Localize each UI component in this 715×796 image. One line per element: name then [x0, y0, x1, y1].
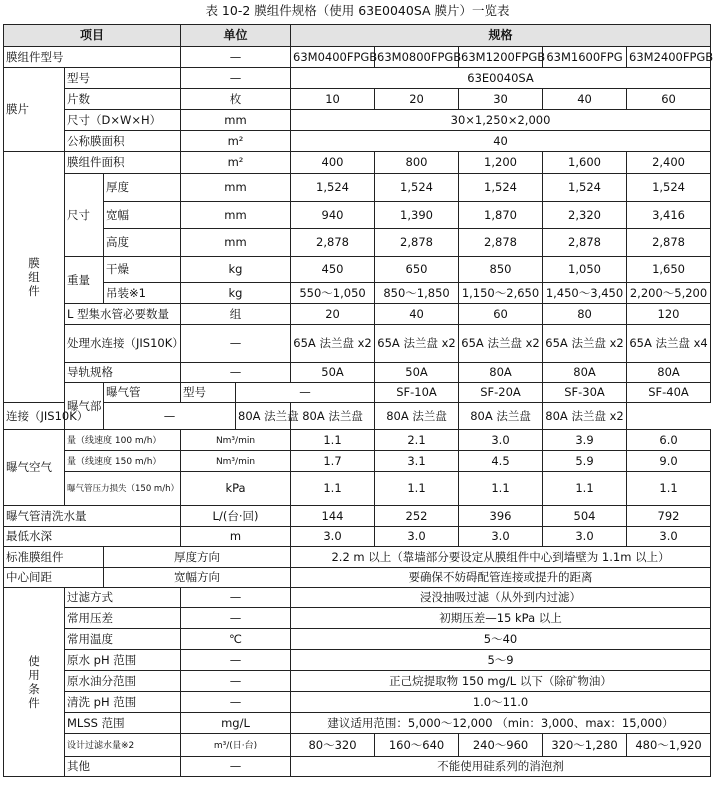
unit-cell: kg	[181, 257, 291, 283]
value-cell: 800	[375, 152, 459, 174]
value-cell: 1.7	[291, 451, 375, 472]
value-cell: 30×1,250×2,000	[291, 110, 711, 131]
value-cell: 1,524	[459, 174, 543, 202]
header-spec: 规格	[291, 25, 711, 47]
table-row	[4, 325, 711, 363]
value-cell: 792	[627, 506, 711, 527]
unit-cell: ℃	[181, 629, 291, 650]
vertical-label: 使用条件	[28, 654, 40, 710]
row-label: 常用压差	[65, 608, 181, 629]
value-cell: 3.0	[375, 527, 459, 547]
value-cell: 60	[627, 89, 711, 110]
table-row	[4, 506, 711, 527]
value-cell: 63E0040SA	[291, 68, 711, 89]
value-cell: 320～1,280	[543, 734, 627, 757]
table-row	[4, 713, 711, 734]
value-cell: SF-10A	[375, 383, 459, 403]
unit-cell: 组	[181, 304, 291, 325]
value-cell: 80A 法兰盘 x2	[543, 403, 627, 430]
row-label: 原水 pH 范围	[65, 650, 181, 671]
row-label: 型号	[65, 68, 181, 89]
value-cell: 20	[375, 89, 459, 110]
value-cell: 1,450～3,450	[543, 283, 627, 304]
table-row	[4, 472, 711, 506]
value-cell: 浸没抽吸过滤（从外到内过滤）	[291, 588, 711, 608]
unit-cell: kPa	[181, 472, 291, 506]
value-cell: 60	[459, 304, 543, 325]
value-cell: 63M1600FPG	[543, 47, 627, 68]
row-label: 其他	[65, 757, 181, 777]
value-cell: 2.2 m 以上（靠墙部分要设定从膜组件中心到墙壁为 1.1m 以上）	[291, 547, 711, 568]
unit-cell: m²	[181, 131, 291, 152]
unit-cell: —	[181, 671, 291, 692]
table-row	[4, 383, 711, 403]
value-cell: 3.0	[543, 527, 627, 547]
row-label: 厚度方向	[104, 547, 291, 568]
value-cell: 2,878	[375, 229, 459, 257]
group-label-aeration: 曝气部	[65, 383, 104, 430]
unit-cell: mg/L	[181, 713, 291, 734]
table-row	[4, 588, 711, 608]
value-cell: 650	[375, 257, 459, 283]
value-cell: 2,878	[543, 229, 627, 257]
unit-cell: —	[181, 47, 291, 68]
unit-cell: m³/(日·台)	[181, 734, 291, 757]
value-cell: 建议适用范围：5,000～12,000 （min：3,000、max：15,000）	[291, 713, 711, 734]
value-cell: 3.9	[543, 430, 627, 451]
table-row	[4, 304, 711, 325]
header-unit: 单位	[181, 25, 291, 47]
table-row	[4, 629, 711, 650]
table-row	[4, 451, 711, 472]
value-cell: 80A 法兰盘	[291, 403, 375, 430]
value-cell: 1.1	[459, 472, 543, 506]
table-row	[4, 174, 711, 202]
value-cell: 1,200	[459, 152, 543, 174]
unit-cell: —	[181, 588, 291, 608]
value-cell: 144	[291, 506, 375, 527]
value-cell: 1.1	[375, 472, 459, 506]
value-cell: 400	[291, 152, 375, 174]
sub-label-pipe: 曝气管	[104, 383, 181, 403]
value-cell: 20	[291, 304, 375, 325]
row-label: 厚度	[104, 174, 181, 202]
row-label: 导轨规格	[65, 363, 181, 383]
table-caption: 表 10-2 膜组件规格（使用 63E0040SA 膜片）一览表	[205, 3, 510, 18]
value-cell: 80～320	[291, 734, 375, 757]
value-cell: 1.1	[291, 472, 375, 506]
group-label-spacing-1: 标准膜组件	[4, 547, 104, 568]
table-row	[4, 568, 711, 588]
unit-cell: —	[104, 403, 236, 430]
value-cell: 2,878	[627, 229, 711, 257]
value-cell: 1,524	[375, 174, 459, 202]
row-label: 公称膜面积	[65, 131, 181, 152]
value-cell: 5～40	[291, 629, 711, 650]
value-cell: 3.0	[459, 430, 543, 451]
spec-table	[3, 24, 714, 777]
unit-cell: —	[236, 383, 375, 403]
unit-cell: —	[181, 68, 291, 89]
table-row	[4, 527, 711, 547]
group-label-module	[4, 152, 65, 403]
table-row	[4, 671, 711, 692]
row-label: 常用温度	[65, 629, 181, 650]
value-cell: 80A 法兰盘	[375, 403, 459, 430]
row-label: L 型集水管必要数量	[65, 304, 181, 325]
value-cell: 65A 法兰盘 x4	[627, 325, 711, 363]
value-cell: 850	[459, 257, 543, 283]
unit-cell: —	[181, 363, 291, 383]
value-cell: 40	[543, 89, 627, 110]
unit-cell: —	[181, 757, 291, 777]
value-cell: 2.1	[375, 430, 459, 451]
value-cell: 65A 法兰盘 x2	[459, 325, 543, 363]
value-cell: 1,524	[543, 174, 627, 202]
value-cell: 3.0	[627, 527, 711, 547]
value-cell: 5.9	[543, 451, 627, 472]
unit-cell: mm	[181, 174, 291, 202]
row-label: 曝气管清洗水量	[4, 506, 181, 527]
table-row	[4, 608, 711, 629]
row-label: 宽幅	[104, 202, 181, 229]
value-cell: 63M1200FPGB	[459, 47, 543, 68]
value-cell: SF-40A	[627, 383, 711, 403]
table-row	[4, 202, 711, 229]
row-label: 宽幅方向	[104, 568, 291, 588]
value-cell: 2,200～5,200	[627, 283, 711, 304]
table-row	[4, 89, 711, 110]
value-cell: 80A 法兰盘	[236, 403, 291, 430]
group-label-membrane: 膜片	[4, 68, 65, 152]
value-cell: 30	[459, 89, 543, 110]
value-cell: 3.1	[375, 451, 459, 472]
value-cell: 1.1	[543, 472, 627, 506]
row-label: 原水油分范围	[65, 671, 181, 692]
value-cell: 65A 法兰盘 x2	[291, 325, 375, 363]
unit-cell: —	[181, 692, 291, 713]
value-cell: 504	[543, 506, 627, 527]
row-label: 型号	[181, 383, 236, 403]
value-cell: 1,390	[375, 202, 459, 229]
value-cell: SF-30A	[543, 383, 627, 403]
row-label: 处理水连接（JIS10K）	[65, 325, 181, 363]
table-row	[4, 152, 711, 174]
value-cell: 1.1	[627, 472, 711, 506]
value-cell: 2,878	[291, 229, 375, 257]
value-cell: 4.5	[459, 451, 543, 472]
value-cell: 80	[543, 304, 627, 325]
value-cell: 5～9	[291, 650, 711, 671]
row-label: 膜组件面积	[65, 152, 181, 174]
row-label: 过滤方式	[65, 588, 181, 608]
value-cell: 160～640	[375, 734, 459, 757]
unit-cell: m²	[181, 152, 291, 174]
row-label: 连接（JIS10K）	[4, 403, 104, 430]
value-cell: 450	[291, 257, 375, 283]
table-row	[4, 363, 711, 383]
value-cell: 50A	[291, 363, 375, 383]
table-row	[4, 283, 711, 304]
value-cell: 6.0	[627, 430, 711, 451]
row-label: MLSS 范围	[65, 713, 181, 734]
value-cell: 2,320	[543, 202, 627, 229]
value-cell: 940	[291, 202, 375, 229]
sub-label-weight: 重量	[65, 257, 104, 304]
value-cell: 63M0400FPGB	[291, 47, 375, 68]
header-item: 项目	[4, 25, 181, 47]
row-label: 量（线速度 150 m/h）	[65, 451, 181, 472]
table-row	[4, 131, 711, 152]
value-cell: 120	[627, 304, 711, 325]
value-cell: 1,600	[543, 152, 627, 174]
value-cell: 3.0	[459, 527, 543, 547]
group-label-air: 曝气空气	[4, 430, 65, 506]
row-label: 量（线速度 100 m/h）	[65, 430, 181, 451]
unit-cell: —	[181, 608, 291, 629]
table-row	[4, 547, 711, 568]
unit-cell: mm	[181, 110, 291, 131]
value-cell: 要确保不妨碍配管连接或提升的距离	[291, 568, 711, 588]
value-cell: 1.0～11.0	[291, 692, 711, 713]
value-cell: 63M2400FPGB	[627, 47, 711, 68]
vertical-label: 膜组件	[28, 256, 40, 298]
value-cell: 1,524	[291, 174, 375, 202]
value-cell: 80A 法兰盘	[459, 403, 543, 430]
value-cell: 396	[459, 506, 543, 527]
value-cell: 65A 法兰盘 x2	[375, 325, 459, 363]
unit-cell: —	[181, 650, 291, 671]
table-row	[4, 757, 711, 777]
value-cell: 2,400	[627, 152, 711, 174]
value-cell: 1,650	[627, 257, 711, 283]
table-row	[4, 110, 711, 131]
value-cell: 3,416	[627, 202, 711, 229]
value-cell: 80A	[543, 363, 627, 383]
group-label-spacing-2: 中心间距	[4, 568, 104, 588]
header-row	[4, 25, 711, 47]
value-cell: 2,878	[459, 229, 543, 257]
table-row	[4, 403, 711, 430]
group-label-use	[4, 588, 65, 777]
row-label: 设计过滤水量※2	[65, 734, 181, 757]
value-cell: 480～1,920	[627, 734, 711, 757]
value-cell: 9.0	[627, 451, 711, 472]
value-cell: 240～960	[459, 734, 543, 757]
table-row	[4, 257, 711, 283]
value-cell: 850～1,850	[375, 283, 459, 304]
table-row	[4, 229, 711, 257]
value-cell: 初期压差—15 kPa 以上	[291, 608, 711, 629]
unit-cell: Nm³/min	[181, 430, 291, 451]
value-cell: SF-20A	[459, 383, 543, 403]
sub-label-size: 尺寸	[65, 174, 104, 257]
unit-cell: Nm³/min	[181, 451, 291, 472]
row-label: 吊装※1	[104, 283, 181, 304]
table-row	[4, 650, 711, 671]
value-cell: 65A 法兰盘 x2	[543, 325, 627, 363]
row-label: 尺寸（D×W×H）	[65, 110, 181, 131]
unit-cell: mm	[181, 229, 291, 257]
table-row	[4, 68, 711, 89]
table-row	[4, 430, 711, 451]
unit-cell: L/(台·回)	[181, 506, 291, 527]
unit-cell: kg	[181, 283, 291, 304]
value-cell: 80A	[459, 363, 543, 383]
value-cell: 1,870	[459, 202, 543, 229]
row-label: 高度	[104, 229, 181, 257]
unit-cell: 枚	[181, 89, 291, 110]
value-cell: 50A	[375, 363, 459, 383]
value-cell: 1,524	[627, 174, 711, 202]
value-cell: 80A	[627, 363, 711, 383]
table-row	[4, 47, 711, 68]
row-label: 清洗 pH 范围	[65, 692, 181, 713]
value-cell: 63M0800FPGB	[375, 47, 459, 68]
value-cell: 550～1,050	[291, 283, 375, 304]
value-cell: 1,150～2,650	[459, 283, 543, 304]
table-row	[4, 692, 711, 713]
row-label: 干燥	[104, 257, 181, 283]
row-label: 曝气管压力损失（150 m/h）	[65, 472, 181, 506]
value-cell: 252	[375, 506, 459, 527]
value-cell: 3.0	[291, 527, 375, 547]
table-row	[4, 734, 711, 757]
value-cell: 10	[291, 89, 375, 110]
value-cell: 40	[291, 131, 711, 152]
value-cell: 1,050	[543, 257, 627, 283]
unit-cell: —	[181, 325, 291, 363]
value-cell: 40	[375, 304, 459, 325]
unit-cell: mm	[181, 202, 291, 229]
value-cell: 1.1	[291, 430, 375, 451]
row-label: 膜组件型号	[4, 47, 181, 68]
value-cell: 不能使用硅系列的消泡剂	[291, 757, 711, 777]
value-cell: 正己烷提取物 150 mg/L 以下（除矿物油）	[291, 671, 711, 692]
row-label: 片数	[65, 89, 181, 110]
row-label: 最低水深	[4, 527, 181, 547]
unit-cell: m	[181, 527, 291, 547]
